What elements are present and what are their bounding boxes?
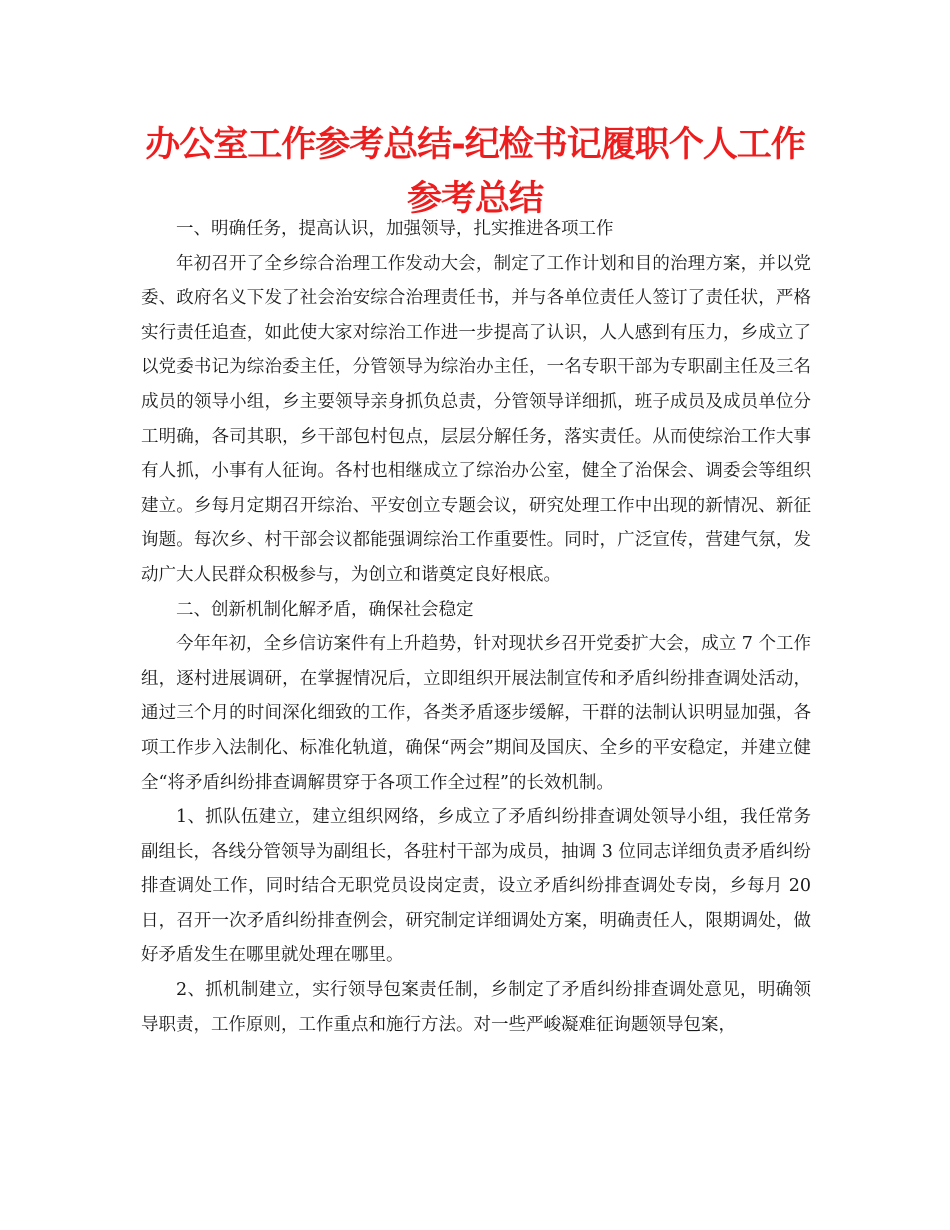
body-paragraph: 2、抓机制建立，实行领导包案责任制，乡制定了矛盾纠纷排查调处意见，明确领导职责，工作原则，工作重点和施行方法。对一些严峻凝难征询题领导包案， [141,980,811,1035]
section-heading-1: 一、明确任务，提高认识，加强领导，扎实推进各项工作 [176,219,614,239]
document-title: 办公室工作参考总结-纪检书记履职个人工作参考总结 [145,125,805,219]
document-body [141,212,811,1042]
body-paragraph: 1、抓队伍建立，建立组织网络，乡成立了矛盾纠纷排查调处领导小组，我任常务副组长，各线分管领导为副组长，各驻村干部为成员，抽调 3 位同志详细负责矛盾纠纷排查调处工作，同时结合无职党员设岗定责，设立矛盾纠纷排查调处专岗，乡每月 20 日，召开一次矛盾纠纷排查例会，研究制定详细调处方案，明确责任人，限期调处，做好矛盾发生在哪里就处理在哪里。 [141,807,811,966]
section-heading-2: 二、创新机制化解矛盾，确保社会稳定 [176,599,474,620]
body-paragraph: 年初召开了全乡综合治理工作发动大会，制定了工作计划和目的治理方案，并以党委、政府名义下发了社会治安综合治理责任书，并与各单位责任人签订了责任状，严格实行责任追查，如此使大家对综治工作进一步提高了认识，人人感到有压力，乡成立了以党委书记为综治委主任，分管领导为综治办主任，一名专职干部为专职副主任及三名成员的领导小组，乡主要领导亲身抓负总责，分管领导详细抓，班子成员及成员单位分工明确，各司其职，乡干部包村包点，层层分解任务，落实责任。从而使综治工作大事有人抓，小事有人征询。各村也相继成立了综治办公室，健全了治保会、调委会等组织建立。乡每月定期召开综治、平安创立专题会议，研究处理工作中出现的新情况、新征询题。每次乡、村干部会议都能强调综治工作重要性。同时，广泛宣传，营建气氛，发动广大人民群众积极参与，为创立和谐奠定良好根底。 [141,253,811,585]
body-paragraph: 今年年初，全乡信访案件有上升趋势，针对现状乡召开党委扩大会，成立 7 个工作组，逐村进展调研，在掌握情况后，立即组织开展法制宣传和矛盾纠纷排查调处活动，通过三个月的时间深化细致的工作，各类矛盾逐步缓解，干群的法制认识明显加强，各项工作步入法制化、标准化轨道，确保“两会”期间及国庆、全乡的平安稳定，并建立健全“将矛盾纠纷排查调解贯穿于各项工作全过程”的长效机制。 [141,634,811,793]
